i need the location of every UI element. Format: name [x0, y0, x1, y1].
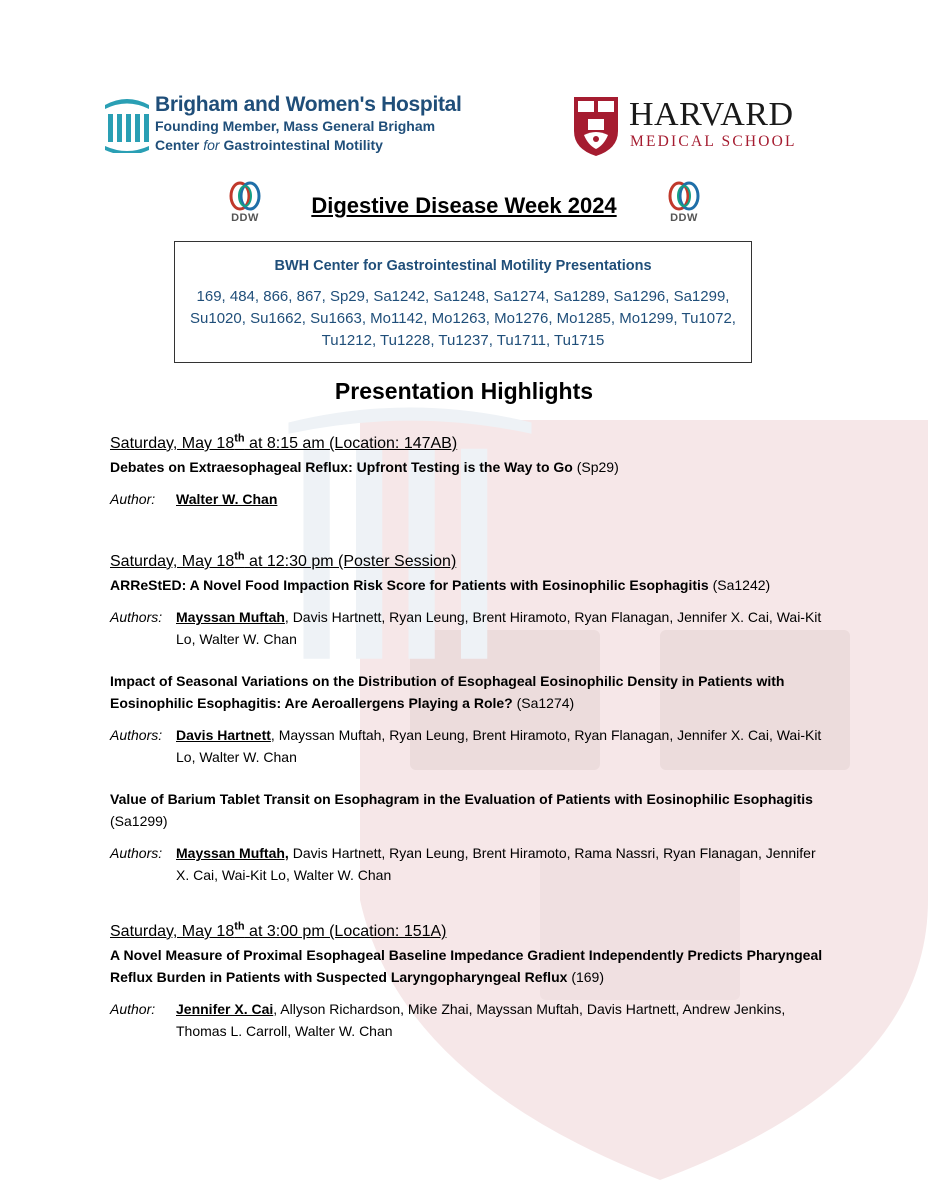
talk-title-text: Impact of Seasonal Variations on the Distribution of Esophageal Eosinophilic Density in Patients with Eosinophilic Esophagitis: Are Aeroallergens Playing a Role?	[110, 673, 785, 711]
ddw-rings-icon	[224, 181, 266, 213]
talk-title-text: Debates on Extraesophageal Reflux: Upfront Testing is the Way to Go	[110, 459, 573, 475]
highlights-title: Presentation Highlights	[334, 378, 594, 404]
author-label: Author:	[110, 491, 156, 507]
session-section	[110, 922, 830, 1042]
talk-title	[110, 574, 830, 596]
bwh-subtitle: Founding Member, Mass General Brigham	[155, 118, 436, 134]
event-title: Digestive Disease Week 2024	[311, 193, 617, 218]
date-prefix: Saturday, May 18	[110, 923, 235, 940]
abstract-code: (Sa1242)	[712, 577, 771, 593]
bwh-pillars-icon	[103, 95, 151, 153]
session-date	[110, 922, 830, 942]
date-sup: th	[234, 432, 245, 445]
session-section	[110, 552, 830, 886]
lead-author: Mayssan Muftah	[176, 609, 285, 625]
date-suffix: at 3:00 pm (Location: 151A)	[244, 923, 447, 940]
author-label: Authors:	[110, 845, 163, 861]
author-label: Authors:	[110, 727, 163, 743]
talk-title-text: ARReStED: A Novel Food Impaction Risk Score for Patients with Eosinophilic Esophagitis	[110, 577, 709, 593]
harvard-name: HARVARD	[629, 96, 794, 133]
date-suffix: at 12:30 pm (Poster Session)	[244, 553, 457, 570]
presentations-box	[174, 241, 752, 363]
lead-author: Mayssan Muftah,	[176, 845, 289, 861]
session-section	[110, 434, 830, 510]
ddw-logo-left	[224, 181, 266, 227]
lead-author: Walter W. Chan	[176, 491, 278, 507]
lead-author: Davis Hartnett	[176, 727, 271, 743]
co-authors: , Mayssan Muftah, Ryan Leung, Brent Hiramoto, Ryan Flanagan, Jennifer X. Cai, Wai-Kit Lo, Walter W. Chan	[176, 727, 822, 765]
date-prefix: Saturday, May 18	[110, 553, 235, 570]
talk-title	[110, 670, 830, 714]
talk-title	[110, 788, 830, 832]
author-list	[110, 606, 830, 650]
ddw-label-right: DDW	[670, 212, 698, 224]
abstract-code: (169)	[571, 969, 604, 985]
abstract-code: (Sa1274)	[516, 695, 575, 711]
bwh-name: Brigham and Women's Hospital	[155, 93, 462, 116]
co-authors: , Allyson Richardson, Mike Zhai, Mayssan Muftah, Davis Hartnett, Andrew Jenkins, Thomas L. Carroll, Walter W. Chan	[176, 1001, 786, 1039]
ddw-logo-right	[663, 181, 705, 227]
author-list	[110, 842, 830, 886]
author-list	[110, 724, 830, 768]
session-date	[110, 552, 830, 572]
author-label: Author:	[110, 1001, 156, 1017]
bwh-center-name	[155, 135, 462, 155]
harvard-medical-school-logo	[572, 95, 832, 161]
lead-author: Jennifer X. Cai	[176, 1001, 274, 1017]
presentations-box-title: BWH Center for Gastrointestinal Motility Presentations	[274, 258, 652, 274]
session-date	[110, 434, 830, 454]
medical-school-label: MEDICAL SCHOOL	[630, 133, 797, 150]
harvard-shield-icon	[572, 95, 620, 157]
co-authors: Davis Hartnett, Ryan Leung, Brent Hiramoto, Rama Nassri, Ryan Flanagan, Jennifer X. Cai, Wai-Kit Lo, Walter W. Chan	[176, 845, 816, 883]
date-prefix: Saturday, May 18	[110, 435, 235, 452]
talk-title	[110, 944, 830, 988]
abstract-code: (Sp29)	[576, 459, 619, 475]
ddw-rings-icon	[663, 181, 705, 213]
co-authors: , Davis Hartnett, Ryan Leung, Brent Hiramoto, Ryan Flanagan, Jennifer X. Cai, Wai-Kit Lo, Walter W. Chan	[176, 609, 822, 647]
author-list	[110, 488, 830, 510]
talk-title	[110, 456, 830, 478]
talk-title-text: Value of Barium Tablet Transit on Esophagram in the Evaluation of Patients with Eosinophilic Esophagitis	[110, 791, 813, 807]
bwh-center-suffix: Gastrointestinal Motility	[223, 137, 383, 153]
abstract-code: (Sa1299)	[110, 813, 168, 829]
date-suffix: at 8:15 am (Location: 147AB)	[244, 435, 458, 452]
talk-title-text: A Novel Measure of Proximal Esophageal Baseline Impedance Gradient Independently Predicts Pharyngeal Reflux Burden in Patients with Suspected Laryngopharyngeal Reflux	[110, 947, 823, 985]
date-sup: th	[234, 920, 245, 933]
date-sup: th	[234, 550, 245, 563]
ddw-label-left: DDW	[231, 212, 259, 224]
presentation-codes: 169, 484, 866, 867, Sp29, Sa1242, Sa1248, Sa1274, Sa1289, Sa1296, Sa1299, Su1020, Su1662, Su1663, Mo1142, Mo1263, Mo1276, Mo1285, Mo1299, Tu1072, Tu1212, Tu1228, Tu1237, Tu1711, Tu1715	[190, 288, 736, 349]
author-list	[110, 998, 830, 1042]
bwh-center-italic: for	[203, 137, 220, 153]
author-label: Authors:	[110, 609, 163, 625]
bwh-logo	[103, 93, 523, 165]
bwh-center-prefix: Center	[155, 137, 200, 153]
